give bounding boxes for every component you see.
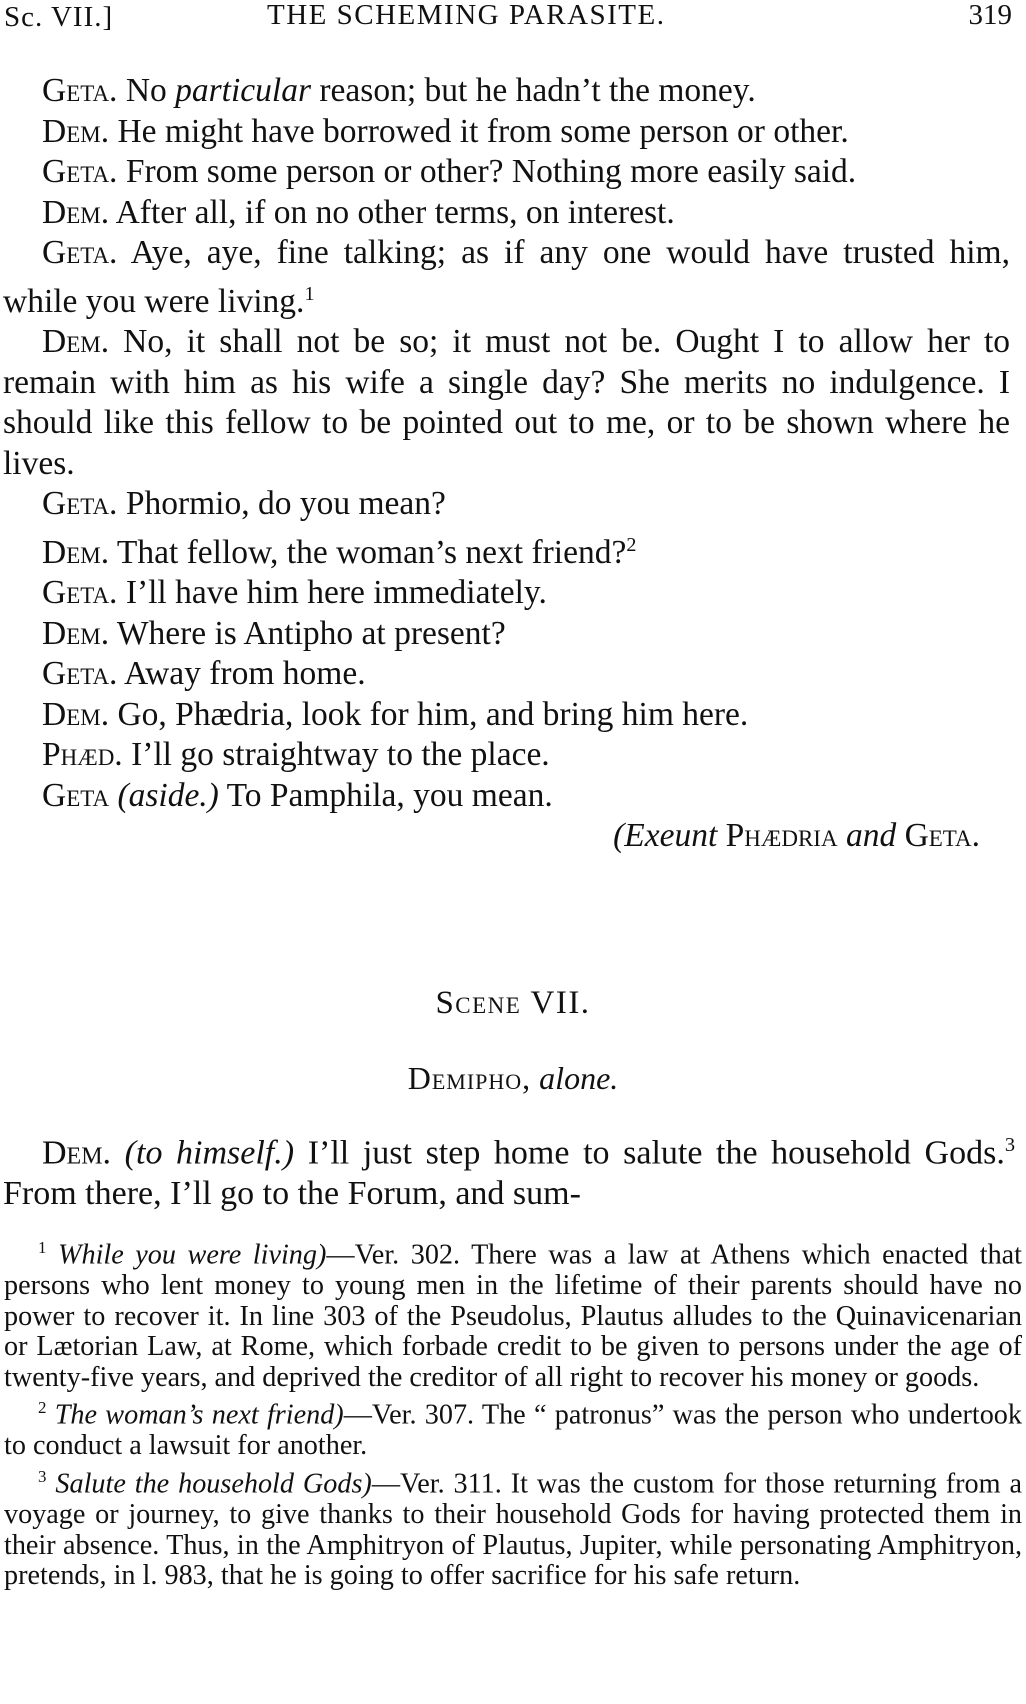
- speaker-name: Geta: [42, 776, 110, 814]
- speaker-name: Dem.: [42, 193, 110, 231]
- scene-dialogue: [3, 1125, 1015, 1214]
- running-header: [0, 0, 1012, 40]
- dialogue-line: Geta. No particular reason; but he hadn’t the money.: [42, 72, 756, 109]
- footnote-ref: 3: [1004, 1134, 1016, 1156]
- header-section: Sc. VII.]: [4, 1, 114, 33]
- speaker-name: Dem.: [42, 112, 110, 150]
- footnote-ref: 2: [626, 533, 637, 556]
- dialogue-line: Dem. (to himself.) I’ll just step home to salute the household Gods.$^3$ From there, I’ll go to the Forum, and sum-: [3, 1134, 1016, 1213]
- speaker-name: Dem.: [42, 533, 110, 571]
- stage-direction: (aside.): [117, 776, 219, 814]
- footnote: $^2$ The woman’s next friend)—Ver. 307. The “ patronus” was the person who undertook to conduct a lawsuit for another.: [4, 1398, 1022, 1462]
- dialogue-line: Geta. Phormio, do you mean?: [42, 485, 446, 523]
- speaker-name: Geta.: [42, 234, 118, 271]
- exeunt-direction: (Exeunt Phædria and Geta.: [613, 817, 980, 855]
- speaker-name: Geta.: [42, 655, 118, 693]
- speaker-name: Geta.: [42, 574, 118, 612]
- dialogue-line: Dem. No, it shall not be so; it must not be. Ought I to allow her to remain with him as his wife a single day? She merits no indulgence. I should like this fellow to be pointed out to me, or to be shown where he lives.: [3, 323, 1011, 482]
- dialogue-line: Geta. Aye, aye, fine talking; as if any one would have trusted him, while you were living.$^1$: [3, 234, 1010, 320]
- dialogue-block: [3, 71, 1010, 857]
- speaker-name: Geta.: [42, 485, 118, 523]
- footnote-ref: 1: [304, 282, 315, 305]
- dialogue-line: Geta. Away from home.: [42, 655, 366, 693]
- stage-direction: (to himself.): [124, 1134, 295, 1172]
- dialogue-line: Phæd. I’ll go straightway to the place.: [42, 736, 550, 774]
- speaker-name: Phæd.: [42, 736, 123, 774]
- dialogue-line: Dem. After all, if on no other terms, on interest.: [42, 193, 675, 231]
- footnotes: [4, 1233, 1022, 1592]
- speaker-name: Dem.: [42, 1134, 112, 1172]
- speaker-name: Geta.: [42, 153, 118, 190]
- speaker-name: Geta.: [42, 72, 118, 109]
- header-title: THE SCHEMING PARASITE.: [267, 0, 666, 31]
- dialogue-line: Dem. That fellow, the woman’s next friend?$^2$: [42, 533, 637, 571]
- dialogue-line: Geta (aside.) To Pamphila, you mean.: [42, 776, 553, 814]
- footnote: $^3$ Salute the household Gods)—Ver. 311. It was the custom for those returning from a voyage or journey, to give thanks to their household Gods for having protected them in their absence. Thus, in the Amphitryon of Plautus, Jupiter, while personating Amphitryon, pretends, in l. 983, that he is going to offer sacrifice for his safe return.: [4, 1466, 1023, 1592]
- dialogue-line: Geta. I’ll have him here immediately.: [42, 574, 547, 612]
- page-number: 319: [968, 0, 1012, 31]
- footnote: $^1$ While you were living)—Ver. 302. There was a law at Athens which enacted that persons who lent money to young men in the lifetime of their parents should have no power to recover it. In line 303 of the Pseudolus, Plautus alludes to the Quinavicenarian or Lætorian Law, at Rome, which forbade credit to be given to persons under the age of twenty-five years, and deprived the creditor of all right to recover his money or goods.: [4, 1238, 1023, 1393]
- scene-character: Demipho, alone.: [407, 1060, 619, 1096]
- speaker-name: Dem.: [42, 323, 110, 361]
- dialogue-line: Dem. Go, Phædria, look for him, and bring him here.: [42, 695, 749, 733]
- dialogue-line: Dem. Where is Antipho at present?: [42, 614, 506, 652]
- dialogue-line: Dem. He might have borrowed it from some person or other.: [42, 112, 849, 150]
- dialogue-line: Geta. From some person or other? Nothing more easily said.: [42, 153, 857, 190]
- scene-heading: Scene VII.: [435, 985, 591, 1021]
- speaker-name: Dem.: [42, 695, 110, 733]
- speaker-name: Dem.: [42, 614, 110, 652]
